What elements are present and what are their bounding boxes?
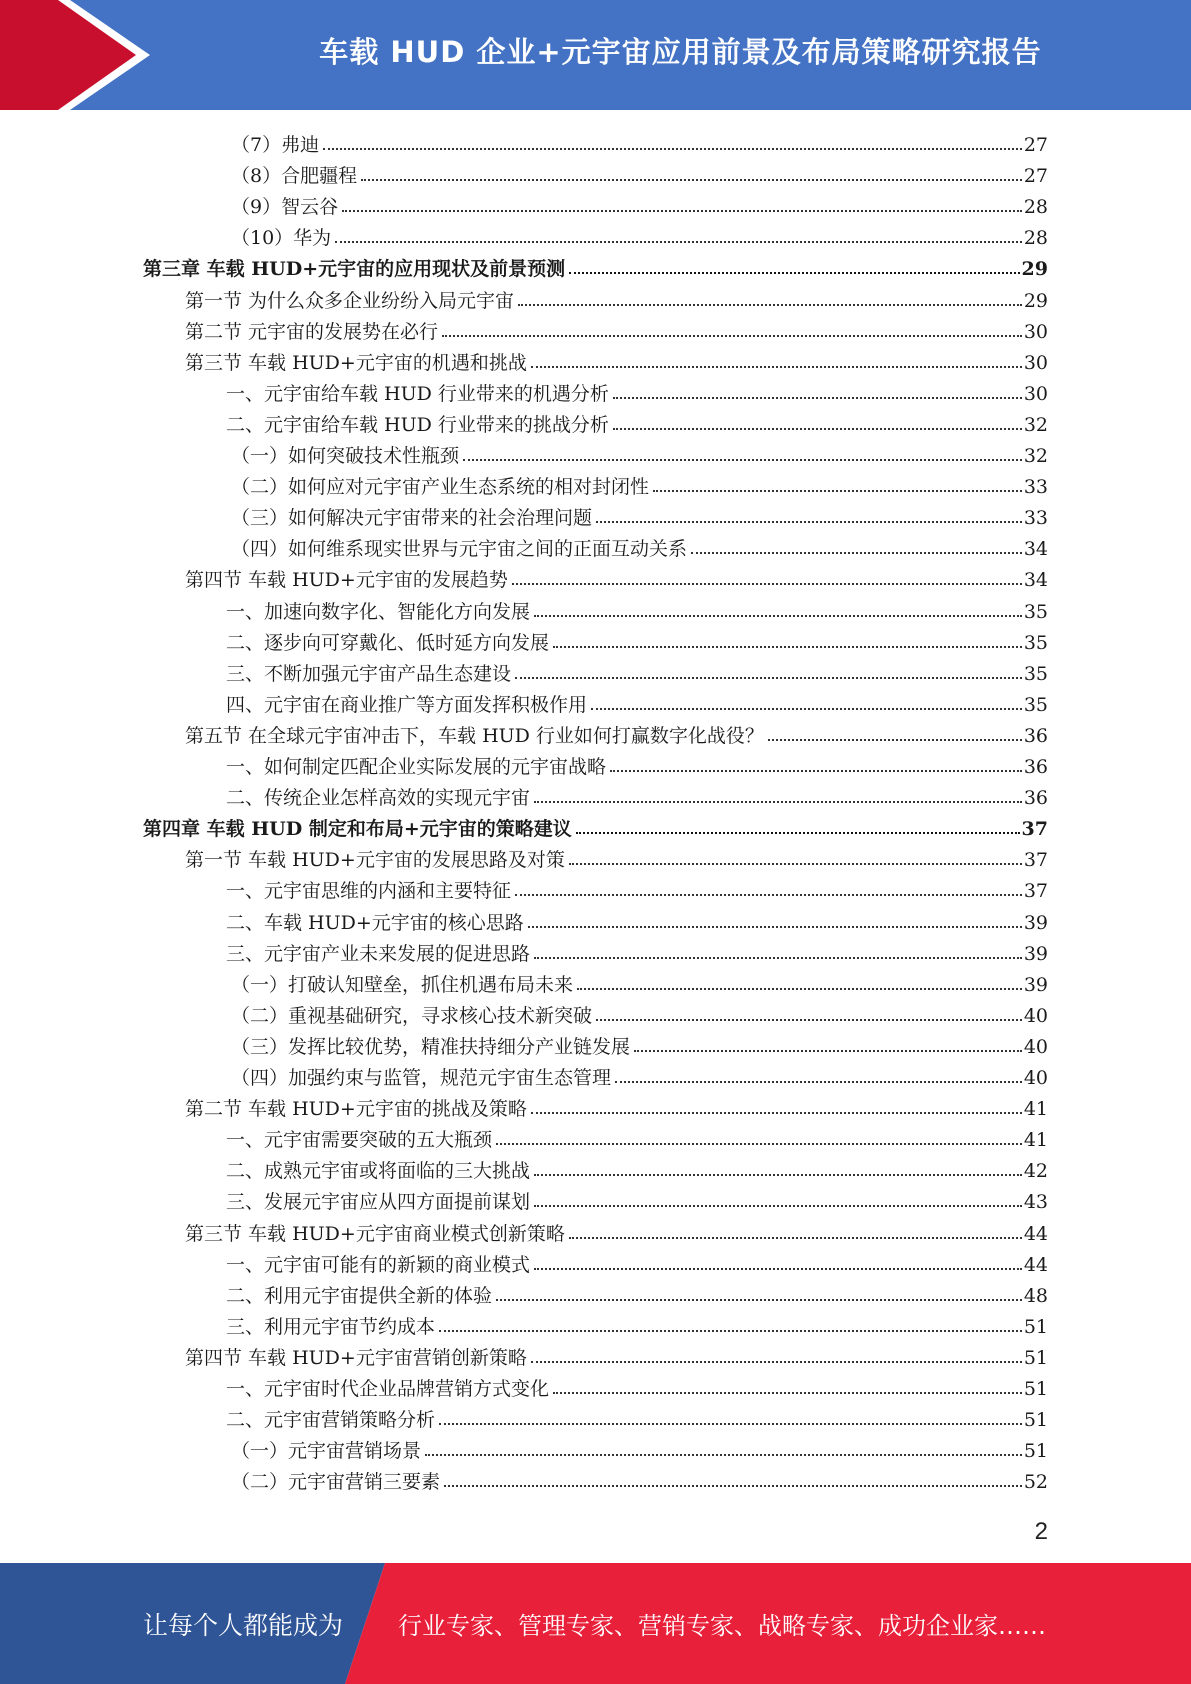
toc-entry-page: 36 bbox=[1023, 756, 1048, 778]
toc-entry-page: 35 bbox=[1023, 600, 1048, 623]
toc-dot-leader bbox=[439, 1328, 1022, 1332]
toc-entry-title: 二、逐步向可穿戴化、低时延方向发展 bbox=[226, 631, 550, 654]
toc-entry-page: 51 bbox=[1023, 1346, 1048, 1369]
toc-entry-page: 44 bbox=[1023, 1222, 1048, 1245]
toc-dot-leader bbox=[518, 302, 1022, 306]
toc-entry[interactable] bbox=[226, 748, 1048, 779]
toc-entry-page: 39 bbox=[1023, 942, 1048, 965]
toc-dot-leader bbox=[496, 1141, 1022, 1145]
footer-slogan-right: 行业专家、管理专家、营销专家、战略专家、成功企业家…… bbox=[398, 1612, 1046, 1640]
toc-entry[interactable] bbox=[226, 624, 1048, 655]
toc-entry-title: 三、元宇宙产业未来发展的促进思路 bbox=[226, 942, 531, 965]
toc-entry[interactable] bbox=[226, 593, 1048, 624]
toc-entry-title: 第一节 为什么众多企业纷纷入局元宇宙 bbox=[185, 289, 515, 312]
toc-entry[interactable] bbox=[231, 1028, 1048, 1059]
toc-entry-page: 30 bbox=[1023, 382, 1048, 405]
toc-entry[interactable] bbox=[231, 219, 1048, 250]
toc-entry-title: 二、利用元宇宙提供全新的体验 bbox=[226, 1284, 493, 1307]
toc-entry-page: 37 bbox=[1023, 880, 1048, 903]
toc-entry[interactable] bbox=[185, 344, 1048, 375]
toc-entry[interactable] bbox=[185, 313, 1048, 344]
toc-entry-title: （二）如何应对元宇宙产业生态系统的相对封闭性 bbox=[231, 476, 650, 499]
toc-entry[interactable] bbox=[231, 499, 1048, 530]
toc-entry-title: （二）元宇宙营销三要素 bbox=[231, 1471, 441, 1494]
toc-entry-title: （7）弗迪 bbox=[231, 134, 320, 156]
toc-entry[interactable] bbox=[185, 1339, 1048, 1370]
toc-entry-title: （9）智云谷 bbox=[231, 196, 339, 219]
toc-entry-title: 第三节 车载 HUD+元宇宙商业模式创新策略 bbox=[185, 1222, 565, 1245]
report-title: 车载 HUD 企业+元宇宙应用前景及布局策略研究报告 bbox=[319, 34, 1042, 69]
toc-entry-title: （三）发挥比较优势，精准扶持细分产业链发展 bbox=[231, 1035, 631, 1058]
toc-dot-leader bbox=[534, 1203, 1022, 1207]
toc-dot-leader bbox=[323, 146, 1022, 150]
toc-entry[interactable] bbox=[226, 1401, 1048, 1432]
toc-entry-page: 51 bbox=[1023, 1440, 1048, 1463]
toc-entry-page: 34 bbox=[1023, 538, 1048, 561]
toc-dot-leader bbox=[691, 550, 1022, 554]
toc-entry-title: 三、利用元宇宙节约成本 bbox=[226, 1315, 436, 1338]
toc-entry[interactable] bbox=[231, 157, 1048, 188]
toc-entry-page: 44 bbox=[1023, 1253, 1048, 1276]
toc-entry-title: 二、传统企业怎样高效的实现元宇宙 bbox=[226, 787, 531, 810]
toc-entry-title: 一、元宇宙思维的内涵和主要特征 bbox=[226, 880, 512, 903]
toc-entry-page: 35 bbox=[1023, 662, 1048, 685]
toc-dot-leader bbox=[515, 675, 1022, 679]
toc-entry-title: （8）合肥疆程 bbox=[231, 165, 358, 188]
page-number: 2 bbox=[1034, 1518, 1048, 1545]
toc-dot-leader bbox=[425, 1452, 1022, 1456]
toc-entry-page: 37 bbox=[1023, 849, 1048, 872]
toc-dot-leader bbox=[569, 270, 1019, 274]
toc-dot-leader bbox=[444, 1483, 1022, 1487]
toc-dot-leader bbox=[534, 1172, 1022, 1176]
toc-entry-page: 41 bbox=[1023, 1129, 1048, 1152]
toc-entry-title: 一、元宇宙给车载 HUD 行业带来的机遇分析 bbox=[226, 382, 609, 405]
toc-dot-leader bbox=[439, 1421, 1022, 1425]
toc-entry-page: 37 bbox=[1021, 818, 1048, 841]
toc-dot-leader bbox=[613, 395, 1022, 399]
toc-entry-page: 35 bbox=[1023, 693, 1048, 716]
toc-dot-leader bbox=[569, 1235, 1022, 1239]
toc-entry[interactable] bbox=[185, 841, 1048, 872]
toc-entry[interactable] bbox=[226, 904, 1048, 935]
toc-dot-leader bbox=[591, 706, 1022, 710]
toc-entry-title: （一）元宇宙营销场景 bbox=[231, 1440, 422, 1463]
toc-entry-page: 30 bbox=[1023, 320, 1048, 343]
toc-entry-title: 第四章 车载 HUD 制定和布局+元宇宙的策略建议 bbox=[143, 818, 572, 841]
toc-dot-leader bbox=[577, 986, 1022, 990]
toc-entry[interactable] bbox=[231, 966, 1048, 997]
toc-entry-page: 52 bbox=[1023, 1471, 1048, 1494]
toc-entry[interactable] bbox=[226, 686, 1048, 717]
toc-entry-title: 二、元宇宙给车载 HUD 行业带来的挑战分析 bbox=[226, 413, 609, 436]
toc-entry-title: （二）重视基础研究，寻求核心技术新突破 bbox=[231, 1004, 593, 1027]
toc-entry-page: 40 bbox=[1023, 1004, 1048, 1027]
toc-entry-page: 30 bbox=[1023, 351, 1048, 374]
toc-entry-title: 一、如何制定匹配企业实际发展的元宇宙战略 bbox=[226, 756, 607, 778]
toc-chapter-entry[interactable] bbox=[143, 250, 1048, 281]
toc-dot-leader bbox=[615, 1079, 1022, 1083]
toc-entry[interactable] bbox=[185, 1215, 1048, 1246]
toc-entry[interactable] bbox=[226, 1370, 1048, 1401]
toc-entry-title: 第五节 在全球元宇宙冲击下，车载 HUD 行业如何打赢数字化战役？ bbox=[185, 724, 764, 747]
toc-entry[interactable] bbox=[226, 406, 1048, 437]
toc-entry-page: 32 bbox=[1023, 413, 1048, 436]
toc-entry-page: 40 bbox=[1023, 1067, 1048, 1089]
toc-entry[interactable] bbox=[231, 1059, 1048, 1090]
toc-dot-leader bbox=[534, 955, 1022, 959]
toc-entry[interactable] bbox=[226, 1246, 1048, 1277]
toc-entry-title: 二、成熟元宇宙或将面临的三大挑战 bbox=[226, 1160, 531, 1183]
toc-entry-title: 第四节 车载 HUD+元宇宙的发展趋势 bbox=[185, 569, 508, 592]
toc-entry-title: 一、元宇宙需要突破的五大瓶颈 bbox=[226, 1129, 493, 1152]
toc-entry[interactable] bbox=[231, 126, 1048, 157]
toc-entry[interactable] bbox=[231, 1432, 1048, 1463]
toc-entry-page: 51 bbox=[1023, 1315, 1048, 1338]
toc-dot-leader bbox=[531, 1110, 1022, 1114]
toc-dot-leader bbox=[361, 177, 1022, 181]
toc-entry-page: 51 bbox=[1023, 1409, 1048, 1432]
toc-entry-page: 28 bbox=[1023, 227, 1048, 250]
toc-entry-title: （三）如何解决元宇宙带来的社会治理问题 bbox=[231, 507, 593, 530]
toc-entry[interactable] bbox=[185, 1090, 1048, 1121]
toc-entry-page: 35 bbox=[1023, 631, 1048, 654]
toc-entry-page: 43 bbox=[1023, 1191, 1048, 1214]
toc-entry-page: 27 bbox=[1023, 165, 1048, 188]
toc-entry[interactable] bbox=[231, 437, 1048, 468]
toc-entry-page: 33 bbox=[1023, 507, 1048, 530]
toc-dot-leader bbox=[653, 488, 1022, 492]
toc-entry-title: 一、加速向数字化、智能化方向发展 bbox=[226, 600, 531, 623]
toc-entry-page: 39 bbox=[1023, 911, 1048, 934]
toc-dot-leader bbox=[534, 799, 1022, 803]
toc-dot-leader bbox=[634, 1048, 1022, 1052]
toc-entry-title: 第三章 车载 HUD+元宇宙的应用现状及前景预测 bbox=[143, 258, 566, 281]
toc-entry[interactable] bbox=[226, 1183, 1048, 1214]
toc-entry[interactable] bbox=[231, 530, 1048, 561]
toc-dot-leader bbox=[576, 830, 1020, 834]
toc-entry-page: 32 bbox=[1023, 445, 1048, 467]
toc-entry[interactable] bbox=[226, 935, 1048, 966]
toc-entry-page: 41 bbox=[1023, 1098, 1048, 1121]
toc-entry-title: 三、发展元宇宙应从四方面提前谋划 bbox=[226, 1191, 531, 1214]
toc-entry[interactable] bbox=[185, 717, 1048, 748]
page-footer bbox=[0, 1563, 1191, 1684]
toc-entry-page: 27 bbox=[1023, 134, 1048, 156]
toc-entry[interactable] bbox=[231, 188, 1048, 219]
header-arrow-icon bbox=[0, 0, 160, 110]
footer-slogan-left: 让每个人都能成为 bbox=[143, 1610, 344, 1640]
toc-entry[interactable] bbox=[226, 872, 1048, 903]
toc-dot-leader bbox=[553, 644, 1022, 648]
toc-dot-leader bbox=[534, 1266, 1022, 1270]
toc-entry[interactable] bbox=[226, 1277, 1048, 1308]
toc-dot-leader bbox=[442, 333, 1022, 337]
toc-dot-leader bbox=[569, 861, 1022, 865]
toc-entry[interactable] bbox=[185, 561, 1048, 592]
toc-entry[interactable] bbox=[231, 468, 1048, 499]
toc-entry-title: 第一节 车载 HUD+元宇宙的发展思路及对策 bbox=[185, 849, 565, 872]
toc-entry-page: 39 bbox=[1023, 973, 1048, 996]
toc-entry-title: 一、元宇宙时代企业品牌营销方式变化 bbox=[226, 1378, 550, 1400]
toc-entry-page: 51 bbox=[1023, 1378, 1048, 1400]
toc-entry-page: 42 bbox=[1023, 1160, 1048, 1183]
toc-chapter-entry[interactable] bbox=[143, 810, 1048, 841]
toc-dot-leader bbox=[596, 1017, 1022, 1021]
toc-entry-page: 36 bbox=[1023, 724, 1048, 747]
page-header bbox=[0, 0, 1191, 110]
toc-entry-title: （一）如何突破技术性瓶颈 bbox=[231, 445, 460, 467]
toc-dot-leader bbox=[512, 581, 1022, 585]
toc-dot-leader bbox=[463, 457, 1022, 461]
toc-entry-title: 四、元宇宙在商业推广等方面发挥积极作用 bbox=[226, 693, 588, 716]
toc-entry-title: （一）打破认知壁垒，抓住机遇布局未来 bbox=[231, 973, 574, 996]
toc-entry[interactable] bbox=[231, 997, 1048, 1028]
toc-entry[interactable] bbox=[185, 282, 1048, 313]
toc-entry-title: 第二节 车载 HUD+元宇宙的挑战及策略 bbox=[185, 1098, 527, 1121]
toc-dot-leader bbox=[496, 1297, 1022, 1301]
toc-entry-page: 29 bbox=[1023, 289, 1048, 312]
toc-dot-leader bbox=[553, 1390, 1022, 1394]
toc-entry[interactable] bbox=[226, 779, 1048, 810]
toc-entry-title: 二、元宇宙营销策略分析 bbox=[226, 1409, 436, 1432]
toc-entry-page: 34 bbox=[1023, 569, 1048, 592]
toc-entry-title: （四）加强约束与监管，规范元宇宙生态管理 bbox=[231, 1067, 612, 1089]
toc-entry-title: 第四节 车载 HUD+元宇宙营销创新策略 bbox=[185, 1346, 527, 1369]
toc-entry[interactable] bbox=[231, 1463, 1048, 1494]
toc-dot-leader bbox=[342, 208, 1022, 212]
toc-dot-leader bbox=[610, 768, 1022, 772]
toc-entry-title: 二、车载 HUD+元宇宙的核心思路 bbox=[226, 911, 524, 934]
toc-entry[interactable] bbox=[226, 1308, 1048, 1339]
toc-dot-leader bbox=[528, 924, 1022, 928]
toc-entry-title: （10）华为 bbox=[231, 227, 332, 250]
toc-dot-leader bbox=[531, 1359, 1022, 1363]
toc-entry-page: 36 bbox=[1023, 787, 1048, 810]
toc-entry-title: 三、不断加强元宇宙产品生态建设 bbox=[226, 662, 512, 685]
toc-entry[interactable] bbox=[226, 1121, 1048, 1152]
toc-dot-leader bbox=[613, 426, 1022, 430]
toc-entry-page: 40 bbox=[1023, 1035, 1048, 1058]
toc-entry-page: 33 bbox=[1023, 476, 1048, 499]
toc-entry[interactable] bbox=[226, 1152, 1048, 1183]
toc-dot-leader bbox=[515, 892, 1022, 896]
toc-entry[interactable] bbox=[226, 375, 1048, 406]
toc-dot-leader bbox=[531, 364, 1022, 368]
toc-entry-title: 第二节 元宇宙的发展势在必行 bbox=[185, 320, 439, 343]
toc-entry-title: 第三节 车载 HUD+元宇宙的机遇和挑战 bbox=[185, 351, 527, 374]
toc-entry[interactable] bbox=[226, 655, 1048, 686]
toc-entry-title: 一、元宇宙可能有的新颖的商业模式 bbox=[226, 1253, 531, 1276]
toc-entry-page: 29 bbox=[1021, 258, 1048, 281]
toc-dot-leader bbox=[534, 613, 1022, 617]
toc-entry-page: 48 bbox=[1023, 1284, 1048, 1307]
toc-entry-title: （四）如何维系现实世界与元宇宙之间的正面互动关系 bbox=[231, 538, 688, 561]
toc-dot-leader bbox=[596, 519, 1022, 523]
toc-dot-leader bbox=[768, 737, 1022, 741]
toc-entry-page: 28 bbox=[1023, 196, 1048, 219]
toc-dot-leader bbox=[335, 239, 1022, 243]
